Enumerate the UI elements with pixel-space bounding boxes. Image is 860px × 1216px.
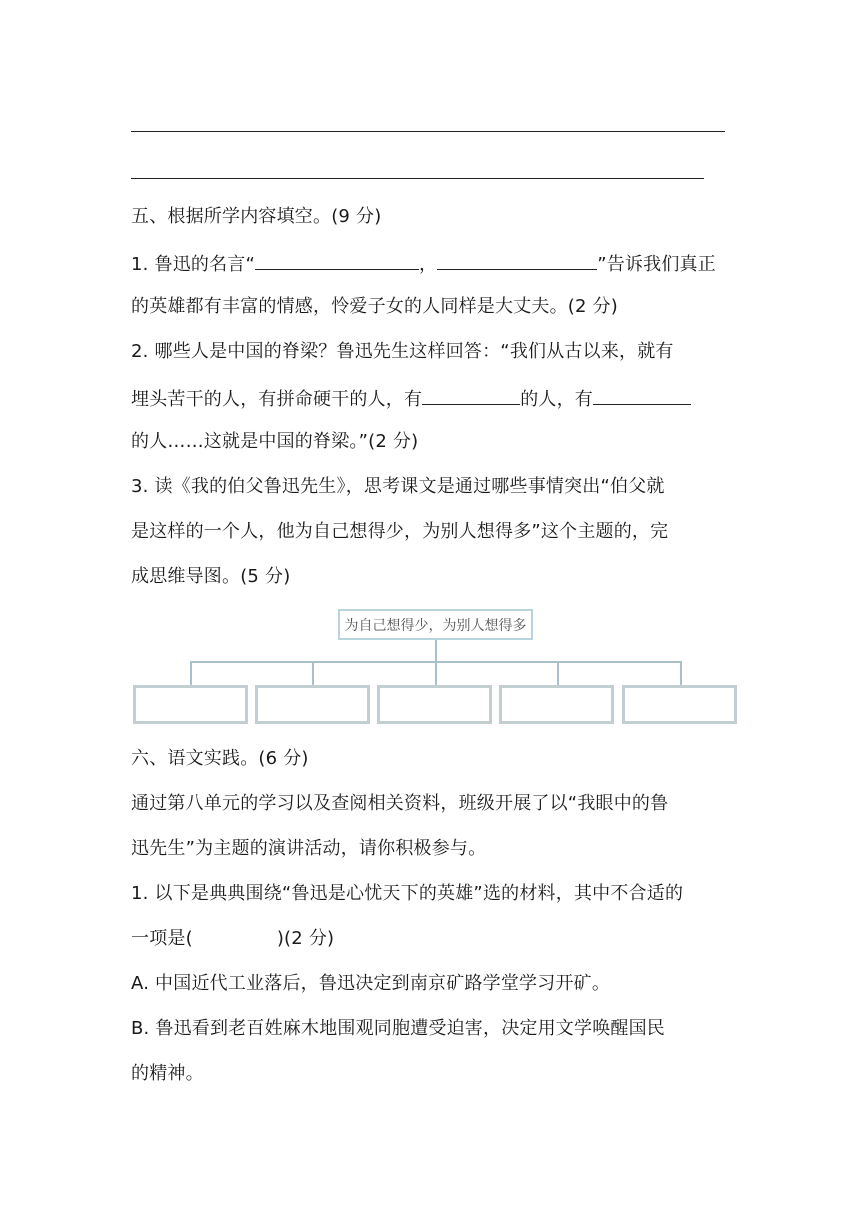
mind-map-stem-3: [435, 661, 437, 685]
mind-map-branch-bar: [190, 661, 682, 663]
q5-2-line-2: [131, 387, 691, 410]
q5-2-text-b: 的人，有: [520, 389, 594, 410]
answer-line-1[interactable]: [131, 131, 725, 132]
mind-map-stem-2: [312, 661, 314, 685]
q6-1-line-1: 1. 以下是典典围绕“鲁迅是心忧天下的英雄”选的材料，其中不合适的: [131, 883, 684, 904]
q5-2-blank-2[interactable]: [593, 387, 691, 405]
q5-1-line-1: [131, 252, 716, 275]
q5-1-blank-1[interactable]: [255, 252, 419, 270]
q6-1-line-2: [131, 929, 334, 949]
q6-1-text-b: )(2 分): [276, 928, 335, 949]
mind-map-root: 为自己想得少，为别人想得多: [338, 609, 533, 640]
q5-2-blank-1[interactable]: [422, 387, 520, 405]
mind-map-leaf-3[interactable]: [377, 685, 492, 724]
section-6-intro-line-2: 迅先生”为主题的演讲活动，请你积极参与。: [131, 838, 487, 859]
q5-2-line-1: 2. 哪些人是中国的脊梁？鲁迅先生这样回答：“我们从古以来，就有: [131, 341, 674, 362]
q5-1-prefix: 1. 鲁迅的名言“: [131, 254, 256, 275]
mind-map-stem-1: [190, 661, 192, 685]
section-6-intro-line-1: 通过第八单元的学习以及查阅相关资料，班级开展了以“我眼中的鲁: [131, 793, 669, 814]
q5-3-line-3: 成思维导图。(5 分): [131, 566, 291, 587]
q5-1-mid: ，: [419, 254, 438, 275]
q5-1-suffix: ”告诉我们真正: [597, 254, 716, 275]
q5-2-line-3: 的人……这就是中国的脊梁。”(2 分): [131, 431, 419, 452]
mind-map-leaf-2[interactable]: [255, 685, 370, 724]
mind-map-trunk: [435, 640, 437, 661]
section-5-heading: 五、根据所学内容填空。(9 分): [131, 206, 382, 227]
q5-2-text-a: 埋头苦干的人，有拼命硬干的人，有: [131, 389, 423, 410]
mind-map-leaf-5[interactable]: [622, 685, 737, 724]
q6-1-option-b-line-1: B. 鲁迅看到老百姓麻木地围观同胞遭受迫害，决定用文学唤醒国民: [131, 1018, 665, 1039]
q6-1-option-a: A. 中国近代工业落后，鲁迅决定到南京矿路学堂学习开矿。: [131, 973, 611, 994]
q5-1-blank-2[interactable]: [437, 252, 597, 270]
q6-1-option-b-line-2: 的精神。: [131, 1063, 204, 1084]
section-6-heading: 六、语文实践。(6 分): [131, 748, 309, 769]
mind-map-stem-4: [557, 661, 559, 685]
mind-map-leaf-4[interactable]: [499, 685, 614, 724]
q6-1-text-a: 一项是(: [131, 928, 193, 949]
mind-map-stem-5: [680, 661, 682, 685]
answer-line-2[interactable]: [131, 178, 704, 179]
mind-map-leaf-1[interactable]: [133, 685, 248, 724]
q5-3-line-1: 3. 读《我的伯父鲁迅先生》，思考课文是通过哪些事情突出“伯父就: [131, 476, 665, 497]
q5-3-line-2: 是这样的一个人，他为自己想得少，为别人想得多”这个主题的，完: [131, 521, 669, 542]
q5-1-line-2: 的英雄都有丰富的情感，怜爱子女的人同样是大丈夫。(2 分): [131, 296, 619, 317]
